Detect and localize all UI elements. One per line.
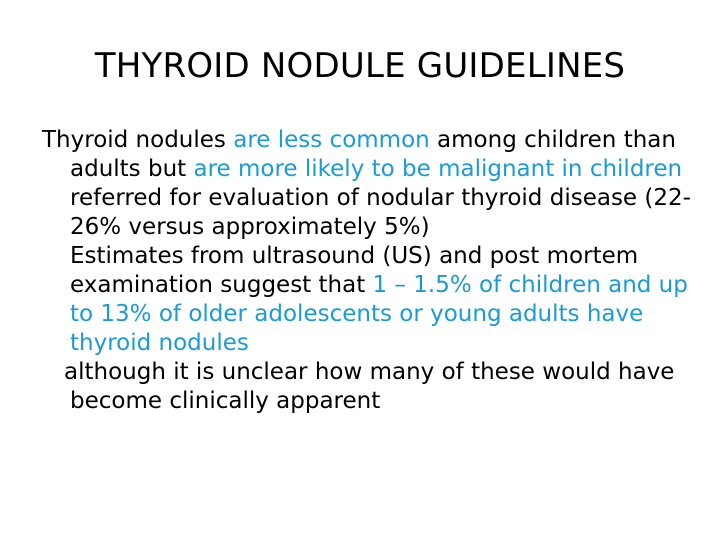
text-segment: Thyroid nodules xyxy=(42,127,234,153)
slide-title: THYROID NODULE GUIDELINES xyxy=(94,46,626,86)
text-segment: although it is unclear how many of these would have become clinically apparent xyxy=(64,359,675,414)
highlighted-text-segment: are more likely to be malignant in children xyxy=(193,156,683,182)
paragraph-estimates xyxy=(42,242,692,358)
text-segment: among children than adults but xyxy=(70,127,676,182)
highlighted-text-segment: are less common xyxy=(233,127,430,153)
paragraph-caveat xyxy=(42,358,692,416)
slide-body xyxy=(42,126,692,416)
highlighted-text-segment: 1 – 1.5% of children and up to 13% of older adolescents or young adults have thyroid nodules xyxy=(70,272,688,356)
paragraph-prevalence xyxy=(42,126,692,242)
text-segment: referred for evaluation of nodular thyroid disease (22-26% versus approximately 5%) xyxy=(70,185,691,240)
text-segment: Estimates from ultrasound (US) and post mortem examination suggest that xyxy=(70,243,639,298)
